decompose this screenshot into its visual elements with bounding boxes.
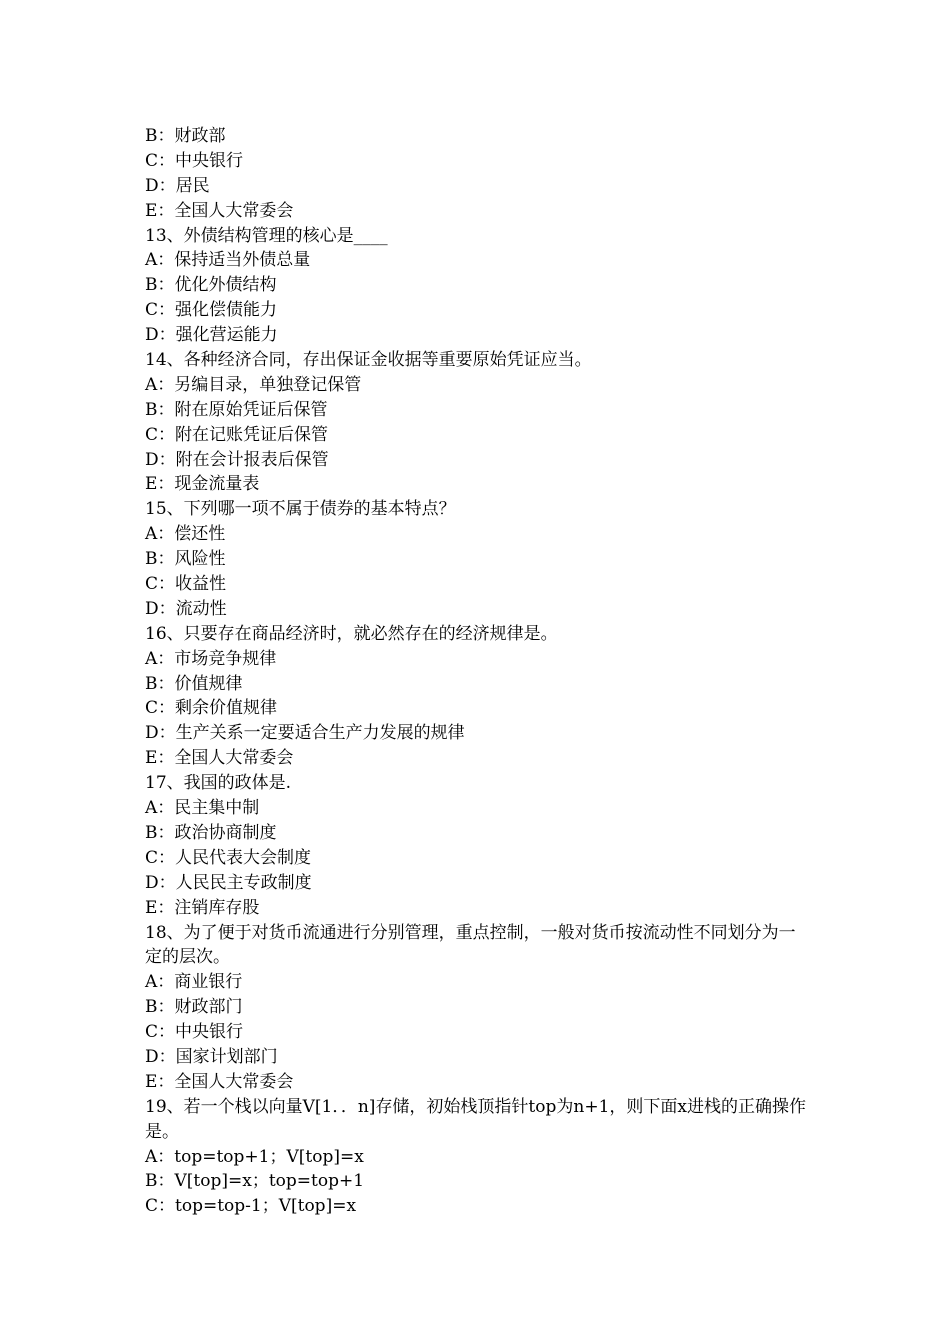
question-19: 19、若一个栈以向量V[1．．n]存储，初始栈顶指针top为n+1，则下面x进栈的正确操作是。 — [145, 1096, 806, 1142]
question-16: 16、只要存在商品经济时，就必然存在的经济规律是。 — [145, 623, 558, 644]
option-c: C：中央银行 — [145, 150, 244, 171]
option-c: C：附在记账凭证后保管 — [145, 424, 329, 445]
option-b: B：V[top]=x；top=top+1 — [145, 1171, 365, 1192]
option-a: A：另编目录，单独登记保管 — [145, 374, 362, 395]
option-b: B：优化外债结构 — [145, 275, 277, 296]
option-c: C：中央银行 — [145, 1022, 244, 1043]
question-14: 14、各种经济合同，存出保证金收据等重要原始凭证应当。 — [145, 350, 592, 371]
option-e: E：现金流量表 — [145, 474, 260, 495]
option-d: D：居民 — [145, 175, 210, 196]
option-c: C：人民代表大会制度 — [145, 847, 312, 868]
option-d: D：流动性 — [145, 598, 227, 619]
question-17: 17、我国的政体是. — [145, 773, 292, 794]
question-15: 15、下列哪一项不属于债券的基本特点？ — [145, 499, 456, 520]
option-b: B：财政部门 — [145, 997, 243, 1018]
question-13: 13、外债结构管理的核心是____ — [145, 225, 388, 246]
option-d: D：附在会计报表后保管 — [145, 449, 329, 470]
option-b: B：风险性 — [145, 549, 226, 570]
option-d: D：生产关系一定要适合生产力发展的规律 — [145, 723, 465, 744]
option-b: B：附在原始凭证后保管 — [145, 399, 328, 420]
option-a: A：偿还性 — [145, 524, 226, 545]
option-c: C：剩余价值规律 — [145, 698, 278, 719]
option-a: A：市场竞争规律 — [145, 648, 277, 669]
option-d: D：强化营运能力 — [145, 325, 278, 346]
option-e: E：全国人大常委会 — [145, 1071, 294, 1092]
option-e: E：全国人大常委会 — [145, 200, 294, 221]
option-a: A：民主集中制 — [145, 798, 260, 819]
option-a: A：商业银行 — [145, 972, 243, 993]
option-c: C：收益性 — [145, 574, 227, 595]
document-page — [145, 124, 825, 1219]
option-d: D：人民民主专政制度 — [145, 872, 312, 893]
option-d: D：国家计划部门 — [145, 1046, 278, 1067]
option-b: B：财政部 — [145, 126, 226, 146]
question-18: 18、为了便于对货币流通进行分别管理，重点控制，一般对货币按流动性不同划分为一定的层次。 — [145, 922, 796, 968]
option-c: C：强化偿债能力 — [145, 300, 278, 321]
option-e: E：全国人大常委会 — [145, 748, 294, 769]
option-a: A：保持适当外债总量 — [145, 250, 311, 271]
option-e: E：注销库存股 — [145, 897, 260, 918]
option-c: C：top=top-1；V[top]=x — [145, 1196, 357, 1217]
option-a: A：top=top+1；V[top]=x — [145, 1146, 364, 1167]
option-b: B：价值规律 — [145, 673, 243, 694]
option-b: B：政治协商制度 — [145, 822, 277, 843]
